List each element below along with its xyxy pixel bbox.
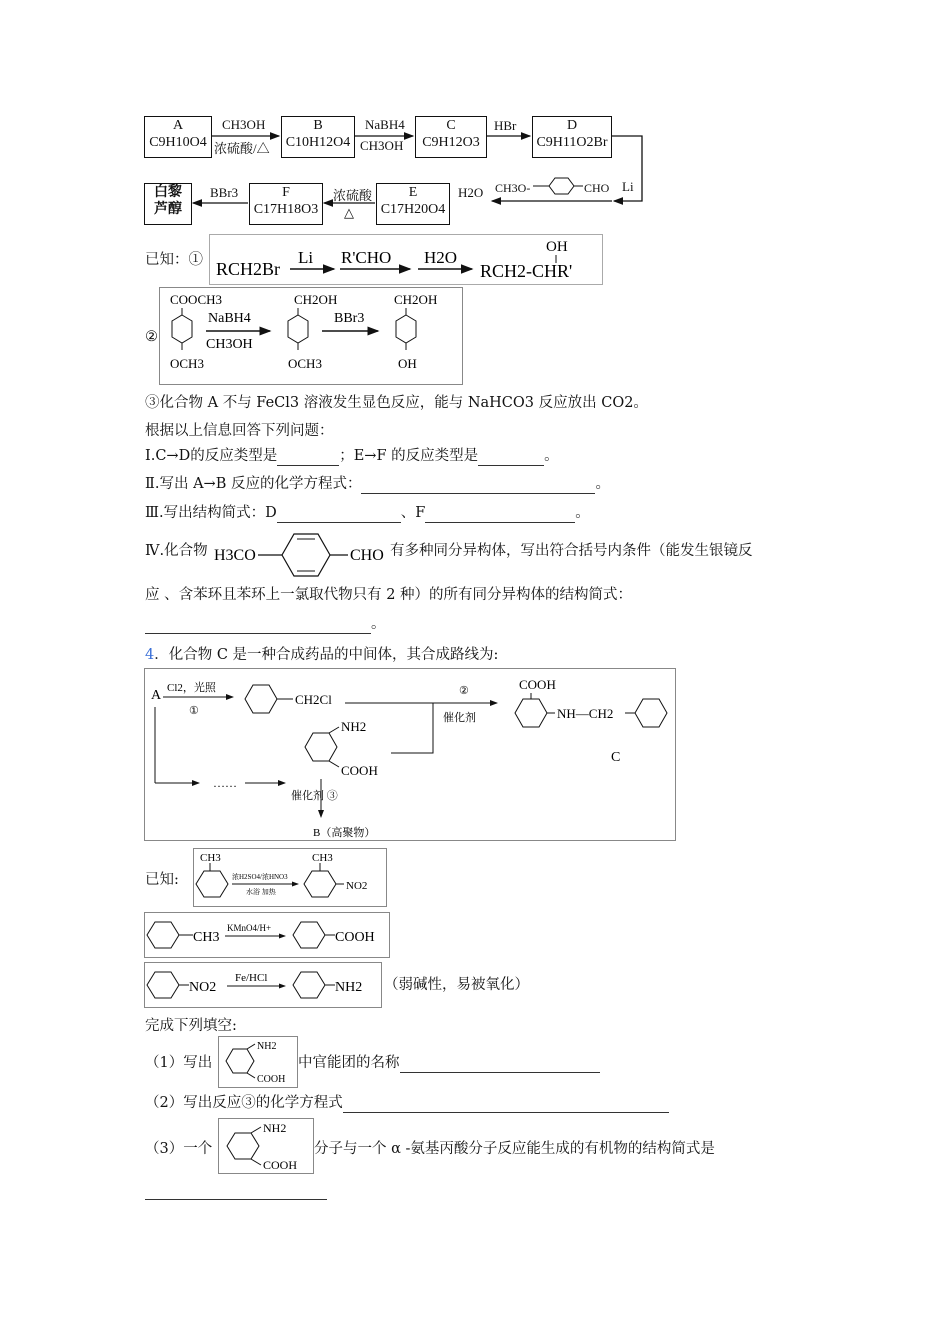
arrow-ef-bottom: △	[344, 205, 354, 220]
svg-text:催化剂: 催化剂	[443, 712, 476, 724]
anisaldehyde-structure	[214, 528, 392, 578]
known-label: 已知：①	[145, 252, 203, 268]
q4-known-1	[193, 848, 387, 907]
box-c: C C9H12O3	[415, 116, 487, 158]
svg-text:OCH3: OCH3	[288, 356, 322, 371]
q3-part-iv-answer: 。	[145, 614, 386, 634]
arrow-bc-bottom: CH3OH	[360, 138, 404, 153]
q3-part-iv-a: Ⅳ.化合物	[145, 543, 208, 559]
q3-part-i: Ⅰ.C→D的反应类型是 ；E→F 的反应类型是 。	[145, 448, 559, 464]
q3-part-iv-c: 应 、含苯环且苯环上一氯取代物只有 2 种）的所有同分异构体的结构简式：	[145, 587, 633, 603]
reagent-cho: CHO	[584, 181, 610, 195]
svg-text:OCH3: OCH3	[170, 356, 204, 371]
q4-part-3-answer	[145, 1180, 327, 1200]
svg-text:A: A	[151, 688, 162, 703]
benzene-ring	[549, 178, 574, 194]
svg-text:CH3: CH3	[312, 852, 333, 864]
svg-text:BBr3: BBr3	[334, 311, 365, 326]
q3-intro: 根据以上信息回答下列问题：	[145, 423, 334, 439]
k1-start: RCH2Br	[216, 259, 281, 279]
arrow-bc-top: NaBH4	[365, 117, 405, 132]
svg-text:浓H2SO4/浓HNO3: 浓H2SO4/浓HNO3	[232, 873, 288, 881]
svg-text:B（高聚物）: B（高聚物）	[313, 827, 376, 839]
k1-r1: Li	[298, 248, 314, 267]
k1-product: RCH2-CHR'	[480, 261, 573, 281]
box-b: B C10H12O4	[281, 116, 355, 158]
q4-part-1b: 中官能团的名称	[298, 1053, 600, 1073]
scheme-arrows	[0, 0, 950, 240]
svg-text:Cl2，光照: Cl2，光照	[167, 682, 216, 694]
svg-text:CH2OH: CH2OH	[394, 292, 438, 307]
svg-text:NO2: NO2	[346, 880, 368, 892]
arrow-cd-top: HBr	[494, 118, 517, 133]
svg-text:COOH: COOH	[257, 1074, 286, 1085]
q4-part-3a: （3）一个	[145, 1141, 213, 1157]
svg-text:CH2OH: CH2OH	[294, 292, 338, 307]
q4-part-1-molecule	[218, 1036, 298, 1088]
svg-text:COOCH3: COOCH3	[170, 292, 223, 307]
box-f: F C17H18O3	[249, 183, 323, 225]
svg-text:KMnO4/H+: KMnO4/H+	[227, 923, 272, 933]
q3-part-iv-b: 有多种同分异构体，写出符合括号内条件（能发生银镜反	[390, 543, 753, 559]
svg-text:CH3OH: CH3OH	[206, 337, 253, 352]
q4-part-3b: 分子与一个 α -氨基丙酸分子反应能生成的有机物的结构简式是	[314, 1141, 715, 1157]
q4-known-2	[144, 912, 390, 958]
svg-text:NaBH4: NaBH4	[208, 311, 251, 326]
known-2-figure	[159, 287, 463, 385]
svg-text:NH2: NH2	[335, 980, 363, 995]
known-1-figure	[209, 234, 603, 285]
svg-text:H3CO: H3CO	[214, 547, 256, 564]
svg-text:OH: OH	[398, 356, 417, 371]
svg-text:Fe/HCl: Fe/HCl	[235, 972, 268, 984]
arrow-h2o: H2O	[458, 185, 484, 200]
product-ring-1	[515, 699, 547, 727]
svg-text:……: ……	[213, 776, 237, 790]
svg-text:COOH: COOH	[519, 677, 556, 692]
known-2-num: ②	[145, 329, 158, 345]
k1-r2: R'CHO	[341, 248, 392, 267]
box-d: D C9H11O2Br	[532, 116, 612, 158]
k1-oh: OH	[546, 239, 568, 255]
arrow-bbr3: BBr3	[210, 185, 239, 200]
box-final: 白黎 芦醇	[144, 183, 192, 225]
arrow-ef-top: 浓硫酸	[333, 188, 373, 203]
q3-part-iii: Ⅲ.写出结构简式：D 、F 。	[145, 505, 590, 521]
box-a: A C9H10O4	[144, 116, 212, 158]
q4-title: 4．化合物 C 是一种合成药品的中间体，其合成路线为:	[145, 647, 499, 663]
svg-text:水浴 加热: 水浴 加热	[246, 888, 276, 896]
ring-3	[396, 315, 416, 343]
svg-text:NO2: NO2	[189, 980, 217, 995]
svg-text:COOH: COOH	[335, 930, 375, 945]
arrow-ab-top: CH3OH	[222, 117, 266, 132]
svg-text:CH3: CH3	[193, 930, 220, 945]
svg-text:催化剂 ③: 催化剂 ③	[291, 790, 338, 802]
q4-part-1a: （1）写出	[145, 1055, 213, 1071]
q4-fill-intro: 完成下列填空:	[145, 1018, 237, 1034]
q4-part-3-molecule	[218, 1118, 314, 1174]
svg-text:NH—CH2: NH—CH2	[557, 706, 614, 721]
svg-text:CHO: CHO	[350, 547, 384, 564]
q4-part-2: （2）写出反应③的化学方程式	[145, 1093, 669, 1113]
arrow-ab-bottom: 浓硫酸/△	[214, 141, 270, 156]
svg-text:CH2Cl: CH2Cl	[295, 692, 332, 707]
svg-text:①: ①	[189, 705, 199, 717]
svg-text:NH2: NH2	[263, 1121, 287, 1135]
q4-synthesis-figure	[144, 668, 676, 841]
known-3: ③化合物 A 不与 FeCl3 溶液发生显色反应，能与 NaHCO3 反应放出 CO2。	[145, 395, 648, 411]
svg-text:②: ②	[459, 685, 469, 697]
svg-text:NH2: NH2	[341, 719, 367, 734]
q4-known-3	[144, 962, 382, 1008]
ring-1	[172, 315, 192, 343]
k1-r3: H2O	[424, 248, 458, 267]
q4-known-3-note: （弱碱性，易被氧化）	[384, 977, 529, 993]
benzyl-ring	[245, 685, 277, 713]
product-ring-2	[635, 699, 667, 727]
reagent-ch3o: CH3O-	[495, 181, 531, 195]
q4-known-label: 已知:	[145, 872, 179, 888]
ring-2	[288, 315, 308, 343]
svg-text:COOH: COOH	[263, 1158, 298, 1172]
q3-part-ii: Ⅱ.写出 A→B 反应的化学方程式： 。	[145, 476, 610, 492]
arrow-li-label: Li	[622, 179, 634, 194]
svg-text:NH2: NH2	[257, 1041, 277, 1052]
box-e: E C17H20O4	[376, 183, 450, 225]
svg-text:CH3: CH3	[200, 852, 221, 864]
anthranilic-ring	[305, 733, 337, 761]
svg-text:COOH: COOH	[341, 763, 378, 778]
svg-text:C: C	[611, 750, 621, 765]
